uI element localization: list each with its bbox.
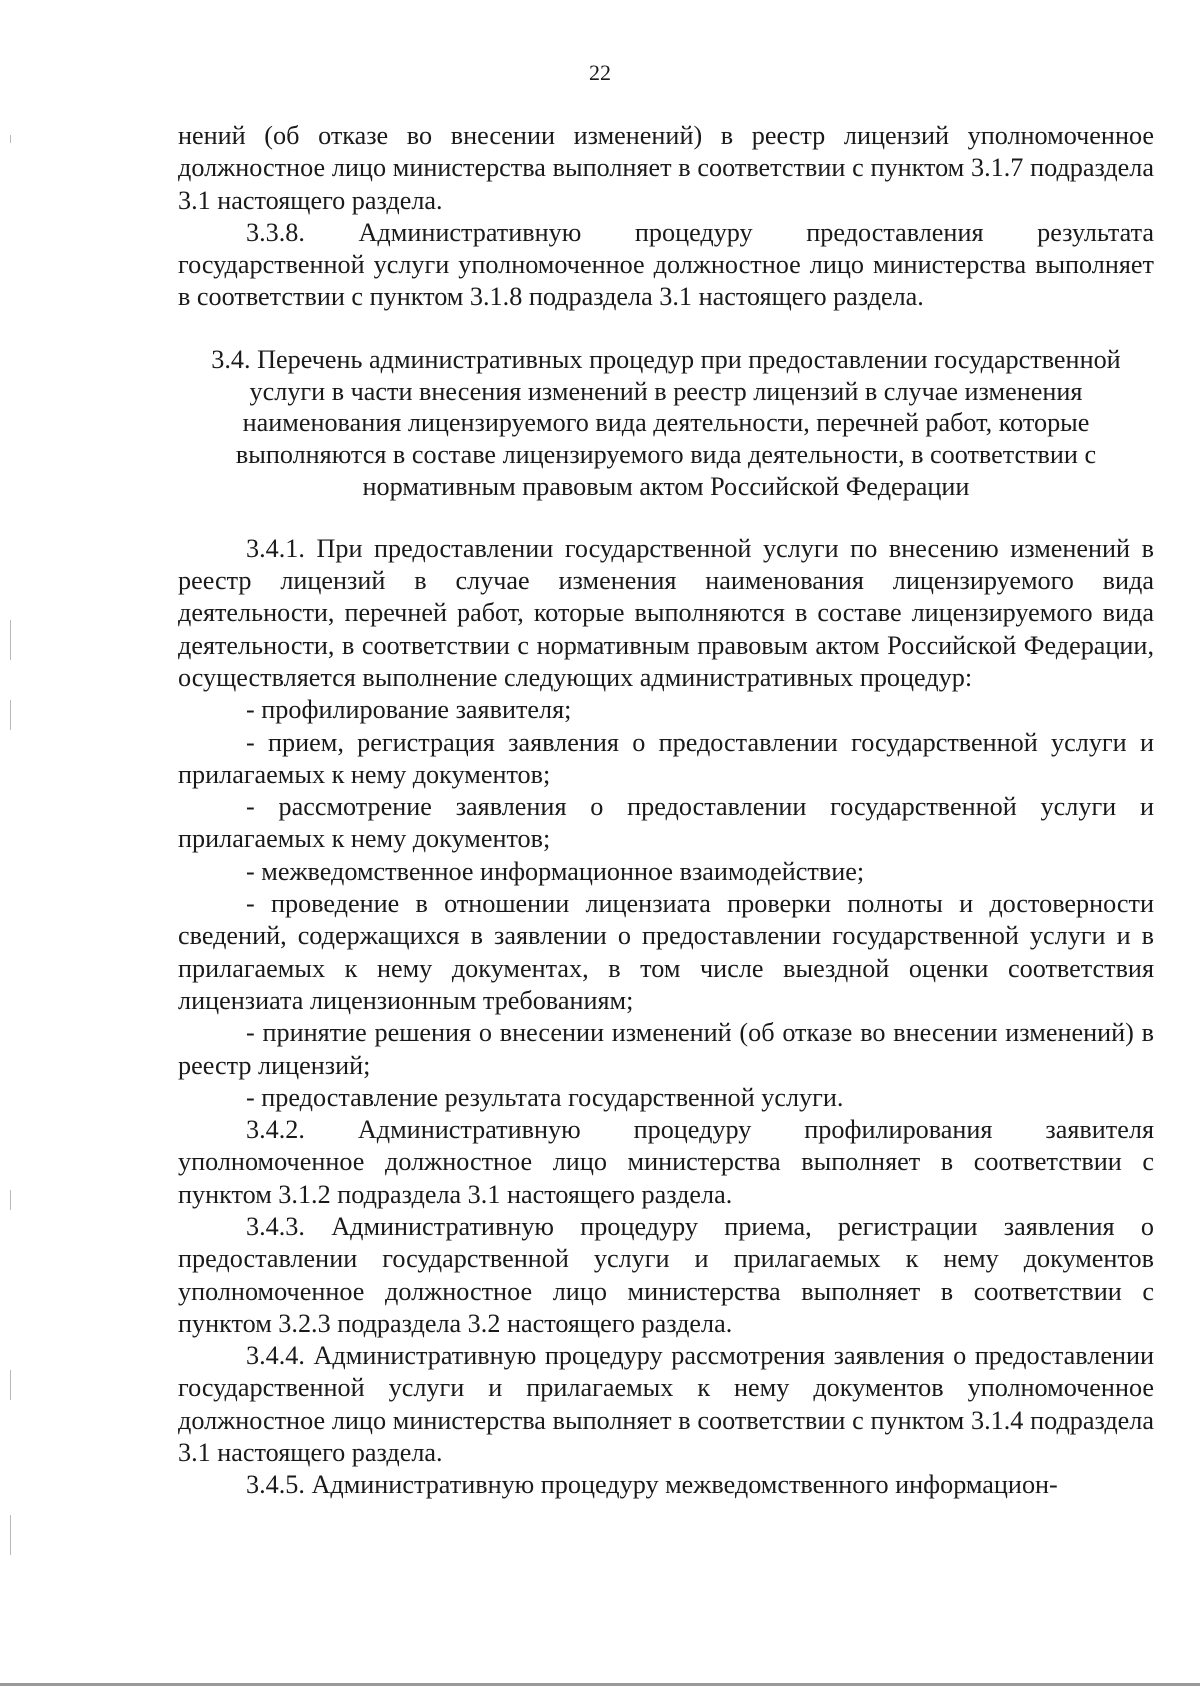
paragraph-continuation: нений (об отказе во внесении изменений) в реестр лицензий уполномоченное должностное лицо министерства выполняет в соответствии с пунктом 3.1.7 подраздела 3.1 настоящего раздела. bbox=[178, 121, 1154, 215]
list-item: - рассмотрение заявления о предоставлении государственной услуги и прилагаемых к нему документов; bbox=[178, 792, 1154, 854]
paragraph-3-4-3: 3.4.3. Административную процедуру приема, регистрации заявления о предоставлении государственной услуги и прилагаемых к нему документов уполномоченное должностное лицо министерства выполняет в соответствии с пунктом 3.2.3 подраздела 3.2 настоящего раздела. bbox=[178, 1212, 1154, 1338]
list-item: - принятие решения о внесении изменений (об отказе во внесении изменений) в реестр лицензий; bbox=[178, 1018, 1154, 1080]
paragraph-3-4-4: 3.4.4. Административную процедуру рассмотрения заявления о предоставлении государственной услуги и прилагаемых к нему документов уполномоченное должностное лицо министерства выполняет в соответствии с пунктом 3.1.4 подраздела 3.1 настоящего раздела. bbox=[178, 1341, 1154, 1468]
paragraph-3-3-8: 3.3.8. Административную процедуру предоставления результата государственной услуги уполномоченное должностное лицо министерства выполняет в соответствии с пунктом 3.1.8 подраздела 3.1 настоящего раздела. bbox=[178, 217, 1154, 312]
scan-artifact bbox=[10, 700, 11, 730]
scan-artifact bbox=[10, 135, 11, 143]
list-item: - проведение в отношении лицензиата проверки полноты и достоверности сведений, содержащихся в заявлении о предоставлении государственной услуги и в прилагаемых к нему документах, в том числе выездной оценки соответствия лицензиата лицензионным требованиям; bbox=[178, 889, 1154, 1015]
paragraph-3-4-5: 3.4.5. Административную процедуру межведомственного информацион- bbox=[246, 1470, 1058, 1500]
paragraph-3-4-2: 3.4.2. Административную процедуру профилирования заявителя уполномоченное должностное лицо министерства выполняет в соответствии с пунктом 3.1.2 подраздела 3.1 настоящего раздела. bbox=[178, 1115, 1154, 1209]
list-item: - профилирование заявителя; bbox=[246, 695, 572, 725]
scan-artifact bbox=[10, 1515, 11, 1555]
paragraph-3-4-1: 3.4.1. При предоставлении государственной услуги по внесению изменений в реестр лицензий в случае изменения наименования лицензируемого вида деятельности, перечней работ, которые выполняются в составе лицензируемого вида деятельности, в соответствии с нормативным правовым актом Российской Федерации, осуществляется выполнение следующих административных процедур: bbox=[178, 533, 1154, 692]
list-item: - предоставление результата государственной услуги. bbox=[246, 1082, 844, 1112]
section-heading-3-4: 3.4. Перечень административных процедур при предоставлении государственной услуги в части внесения изменений в реестр лицензий в случае изменения наименования лицензируемого вида деятельности, перечней работ, которые выполняются в составе лицензируемого вида деятельности, в соответствии с нормативным правовым актом Российской Федерации bbox=[211, 344, 1121, 501]
page-number: 22 bbox=[589, 60, 611, 85]
scan-artifact bbox=[10, 1190, 11, 1210]
list-item: - прием, регистрация заявления о предоставлении государственной услуги и прилагаемых к нему документов; bbox=[178, 727, 1154, 789]
scan-artifact bbox=[10, 1370, 11, 1400]
list-item: - межведомственное информационное взаимодействие; bbox=[246, 856, 865, 886]
document-body bbox=[178, 120, 1154, 1502]
scan-artifact bbox=[10, 620, 11, 660]
scan-bottom-edge bbox=[0, 1683, 1200, 1686]
